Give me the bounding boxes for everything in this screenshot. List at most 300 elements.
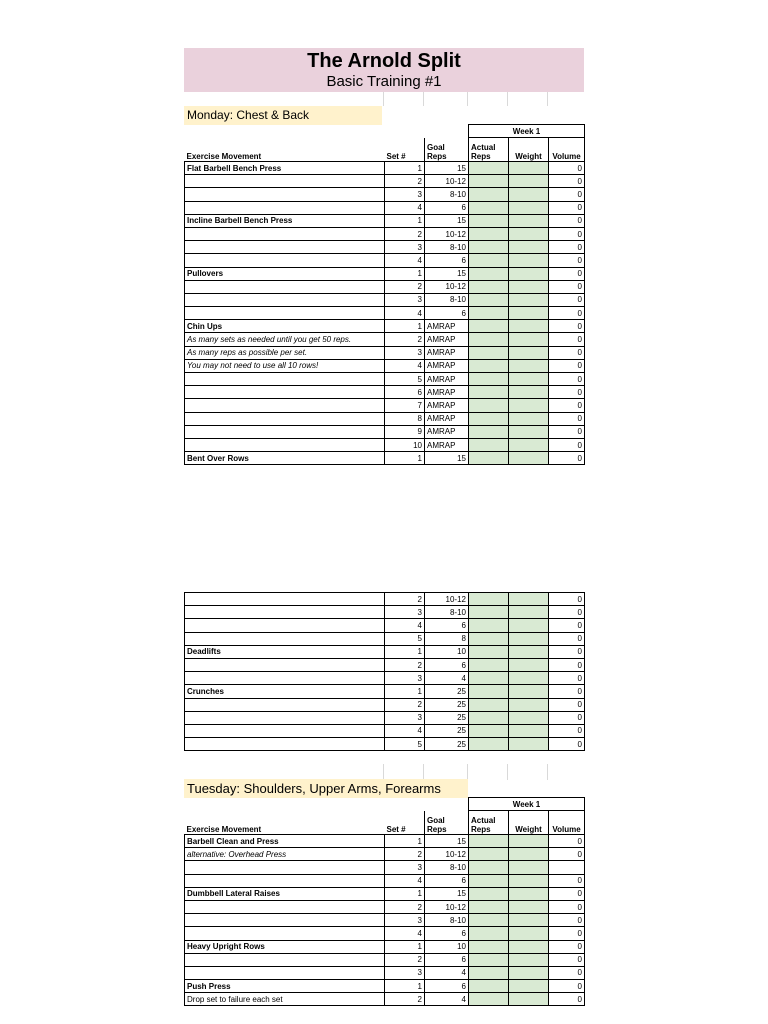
volume-cell: 0 — [549, 346, 585, 359]
section-title-monday: Monday: Chest & Back — [184, 106, 382, 125]
actual-reps-input[interactable] — [469, 724, 509, 737]
exercise-cell: Heavy Upright Rows — [185, 940, 385, 953]
table-row — [185, 711, 585, 724]
table-row — [185, 333, 585, 346]
weight-input[interactable] — [509, 412, 549, 425]
actual-reps-input[interactable] — [469, 280, 509, 293]
table-row — [185, 966, 585, 979]
volume-cell: 0 — [549, 293, 585, 306]
exercise-cell — [185, 900, 385, 913]
volume-cell: 0 — [549, 188, 585, 201]
table-row — [185, 399, 585, 412]
sheet-header — [184, 48, 584, 92]
monday-table — [184, 124, 585, 465]
empty-gridlines — [184, 92, 584, 106]
set-number-cell: 3 — [385, 966, 425, 979]
table-row — [185, 425, 585, 438]
col-header-set: Set # — [385, 811, 425, 835]
col-header-goal-reps: Goal Reps — [425, 138, 469, 162]
weight-input[interactable] — [509, 593, 549, 606]
goal-reps-cell: 8-10 — [425, 861, 469, 874]
weight-input[interactable] — [509, 346, 549, 359]
table-row — [185, 645, 585, 658]
goal-reps-cell: 25 — [425, 724, 469, 737]
weight-input[interactable] — [509, 711, 549, 724]
set-number-cell: 8 — [385, 412, 425, 425]
weight-input[interactable] — [509, 214, 549, 227]
weight-input[interactable] — [509, 280, 549, 293]
exercise-cell — [185, 201, 385, 214]
actual-reps-input[interactable] — [469, 227, 509, 240]
exercise-cell — [185, 293, 385, 306]
exercise-cell — [185, 593, 385, 606]
exercise-cell — [185, 438, 385, 451]
exercise-cell: Crunches — [185, 685, 385, 698]
weight-input[interactable] — [509, 162, 549, 175]
volume-cell: 0 — [549, 738, 585, 751]
exercise-cell — [185, 658, 385, 671]
set-number-cell: 3 — [385, 672, 425, 685]
set-number-cell: 9 — [385, 425, 425, 438]
table-row — [185, 835, 585, 848]
actual-reps-input[interactable] — [469, 346, 509, 359]
weight-input[interactable] — [509, 399, 549, 412]
exercise-cell — [185, 632, 385, 645]
table-row — [185, 606, 585, 619]
volume-cell: 0 — [549, 993, 585, 1006]
actual-reps-input[interactable] — [469, 698, 509, 711]
col-header-exercise: Exercise Movement — [185, 138, 385, 162]
week-label: Week 1 — [469, 798, 585, 811]
set-number-cell: 1 — [385, 887, 425, 900]
table-row — [185, 658, 585, 671]
table-row — [185, 280, 585, 293]
col-header-weight: Weight — [509, 811, 549, 835]
table-row — [185, 373, 585, 386]
volume-cell: 0 — [549, 632, 585, 645]
weight-input[interactable] — [509, 359, 549, 372]
exercise-cell — [185, 188, 385, 201]
goal-reps-cell: 25 — [425, 685, 469, 698]
table-row — [185, 241, 585, 254]
goal-reps-cell: 8-10 — [425, 188, 469, 201]
goal-reps-cell: 25 — [425, 711, 469, 724]
monday-grid-continued — [184, 592, 585, 751]
actual-reps-input[interactable] — [469, 359, 509, 372]
page-title: The Arnold Split — [307, 50, 461, 72]
exercise-cell: Pullovers — [185, 267, 385, 280]
table-row — [185, 887, 585, 900]
table-row — [185, 175, 585, 188]
goal-reps-cell: 15 — [425, 162, 469, 175]
actual-reps-input[interactable] — [469, 927, 509, 940]
exercise-cell: Dumbbell Lateral Raises — [185, 887, 385, 900]
table-row — [185, 227, 585, 240]
volume-cell: 0 — [549, 438, 585, 451]
table-row — [185, 685, 585, 698]
weight-input[interactable] — [509, 672, 549, 685]
weight-input[interactable] — [509, 658, 549, 671]
volume-cell: 0 — [549, 241, 585, 254]
volume-cell: 0 — [549, 698, 585, 711]
goal-reps-cell: AMRAP — [425, 359, 469, 372]
exercise-cell: Barbell Clean and Press — [185, 835, 385, 848]
weight-input[interactable] — [509, 953, 549, 966]
col-header-volume: Volume — [549, 811, 585, 835]
weight-input[interactable] — [509, 685, 549, 698]
goal-reps-cell: AMRAP — [425, 333, 469, 346]
volume-cell: 0 — [549, 685, 585, 698]
col-header-set: Set # — [385, 138, 425, 162]
volume-cell: 0 — [549, 980, 585, 993]
exercise-cell: As many sets as needed until you get 50 reps. — [185, 333, 385, 346]
goal-reps-cell: 10 — [425, 940, 469, 953]
table-row — [185, 412, 585, 425]
actual-reps-input[interactable] — [469, 425, 509, 438]
goal-reps-cell: 6 — [425, 953, 469, 966]
weight-input[interactable] — [509, 373, 549, 386]
actual-reps-input[interactable] — [469, 619, 509, 632]
weight-input[interactable] — [509, 386, 549, 399]
set-number-cell: 2 — [385, 175, 425, 188]
exercise-cell: Push Press — [185, 980, 385, 993]
set-number-cell: 2 — [385, 658, 425, 671]
actual-reps-input[interactable] — [469, 320, 509, 333]
actual-reps-input[interactable] — [469, 874, 509, 887]
actual-reps-input[interactable] — [469, 980, 509, 993]
actual-reps-input[interactable] — [469, 188, 509, 201]
goal-reps-cell: 15 — [425, 835, 469, 848]
set-number-cell: 1 — [385, 835, 425, 848]
goal-reps-cell: AMRAP — [425, 438, 469, 451]
volume-cell: 0 — [549, 835, 585, 848]
actual-reps-input[interactable] — [469, 293, 509, 306]
volume-cell: 0 — [549, 399, 585, 412]
table-row — [185, 452, 585, 465]
volume-cell: 0 — [549, 606, 585, 619]
actual-reps-input[interactable] — [469, 632, 509, 645]
volume-cell: 0 — [549, 201, 585, 214]
volume-cell: 0 — [549, 645, 585, 658]
exercise-cell — [185, 175, 385, 188]
table-row — [185, 438, 585, 451]
tuesday-grid — [184, 797, 585, 1006]
table-row — [185, 307, 585, 320]
set-number-cell: 5 — [385, 373, 425, 386]
volume-cell: 0 — [549, 320, 585, 333]
volume-cell: 0 — [549, 373, 585, 386]
set-number-cell: 1 — [385, 320, 425, 333]
table-row — [185, 201, 585, 214]
volume-cell: 0 — [549, 307, 585, 320]
table-row — [185, 293, 585, 306]
actual-reps-input[interactable] — [469, 685, 509, 698]
volume-cell: 0 — [549, 724, 585, 737]
set-number-cell: 4 — [385, 359, 425, 372]
set-number-cell: 2 — [385, 280, 425, 293]
exercise-cell — [185, 874, 385, 887]
goal-reps-cell: 15 — [425, 267, 469, 280]
weight-input[interactable] — [509, 980, 549, 993]
set-number-cell: 1 — [385, 980, 425, 993]
volume-cell: 0 — [549, 711, 585, 724]
set-number-cell: 1 — [385, 940, 425, 953]
goal-reps-cell: AMRAP — [425, 373, 469, 386]
weight-input[interactable] — [509, 887, 549, 900]
set-number-cell: 5 — [385, 632, 425, 645]
set-number-cell: 4 — [385, 724, 425, 737]
exercise-cell — [185, 227, 385, 240]
table-row — [185, 848, 585, 861]
actual-reps-input[interactable] — [469, 412, 509, 425]
weight-input[interactable] — [509, 724, 549, 737]
weight-input[interactable] — [509, 320, 549, 333]
set-number-cell: 4 — [385, 201, 425, 214]
weight-input[interactable] — [509, 307, 549, 320]
exercise-cell — [185, 254, 385, 267]
table-row — [185, 738, 585, 751]
set-number-cell: 7 — [385, 399, 425, 412]
actual-reps-input[interactable] — [469, 658, 509, 671]
set-number-cell: 4 — [385, 307, 425, 320]
volume-cell: 0 — [549, 280, 585, 293]
table-row — [185, 993, 585, 1006]
set-number-cell: 3 — [385, 711, 425, 724]
weight-input[interactable] — [509, 874, 549, 887]
weight-input[interactable] — [509, 293, 549, 306]
table-row — [185, 346, 585, 359]
actual-reps-input[interactable] — [469, 645, 509, 658]
page-subtitle: Basic Training #1 — [326, 73, 442, 90]
actual-reps-input[interactable] — [469, 214, 509, 227]
exercise-cell — [185, 373, 385, 386]
weight-input[interactable] — [509, 201, 549, 214]
weight-input[interactable] — [509, 632, 549, 645]
volume-cell: 0 — [549, 593, 585, 606]
actual-reps-input[interactable] — [469, 307, 509, 320]
set-number-cell: 1 — [385, 214, 425, 227]
set-number-cell: 4 — [385, 619, 425, 632]
exercise-cell — [185, 711, 385, 724]
actual-reps-input[interactable] — [469, 848, 509, 861]
set-number-cell: 1 — [385, 452, 425, 465]
actual-reps-input[interactable] — [469, 953, 509, 966]
exercise-cell — [185, 861, 385, 874]
set-number-cell: 3 — [385, 346, 425, 359]
actual-reps-input[interactable] — [469, 966, 509, 979]
goal-reps-cell: 6 — [425, 254, 469, 267]
actual-reps-input[interactable] — [469, 914, 509, 927]
weight-input[interactable] — [509, 175, 549, 188]
table-row — [185, 320, 585, 333]
weight-input[interactable] — [509, 835, 549, 848]
exercise-cell: Incline Barbell Bench Press — [185, 214, 385, 227]
weight-input[interactable] — [509, 966, 549, 979]
volume-cell: 0 — [549, 900, 585, 913]
actual-reps-input[interactable] — [469, 606, 509, 619]
actual-reps-input[interactable] — [469, 201, 509, 214]
exercise-cell — [185, 280, 385, 293]
actual-reps-input[interactable] — [469, 711, 509, 724]
exercise-cell — [185, 307, 385, 320]
weight-input[interactable] — [509, 645, 549, 658]
table-row — [185, 386, 585, 399]
weight-input[interactable] — [509, 452, 549, 465]
goal-reps-cell: AMRAP — [425, 425, 469, 438]
table-row — [185, 214, 585, 227]
table-row — [185, 927, 585, 940]
goal-reps-cell: 6 — [425, 619, 469, 632]
volume-cell: 0 — [549, 214, 585, 227]
weight-input[interactable] — [509, 438, 549, 451]
volume-cell — [549, 861, 585, 874]
actual-reps-input[interactable] — [469, 900, 509, 913]
exercise-cell — [185, 386, 385, 399]
exercise-cell — [185, 927, 385, 940]
weight-input[interactable] — [509, 914, 549, 927]
actual-reps-input[interactable] — [469, 175, 509, 188]
weight-input[interactable] — [509, 698, 549, 711]
set-number-cell: 3 — [385, 188, 425, 201]
set-number-cell: 1 — [385, 645, 425, 658]
volume-cell: 0 — [549, 452, 585, 465]
weight-input[interactable] — [509, 425, 549, 438]
weight-input[interactable] — [509, 927, 549, 940]
actual-reps-input[interactable] — [469, 887, 509, 900]
week-label: Week 1 — [469, 125, 585, 138]
set-number-cell: 2 — [385, 593, 425, 606]
actual-reps-input[interactable] — [469, 438, 509, 451]
volume-cell: 0 — [549, 619, 585, 632]
exercise-cell — [185, 606, 385, 619]
exercise-cell — [185, 698, 385, 711]
weight-input[interactable] — [509, 606, 549, 619]
weight-input[interactable] — [509, 333, 549, 346]
goal-reps-cell: 4 — [425, 993, 469, 1006]
exercise-cell — [185, 724, 385, 737]
volume-cell: 0 — [549, 359, 585, 372]
col-header-volume: Volume — [549, 138, 585, 162]
exercise-cell — [185, 241, 385, 254]
volume-cell: 0 — [549, 162, 585, 175]
table-row — [185, 619, 585, 632]
goal-reps-cell: 10-12 — [425, 175, 469, 188]
table-row — [185, 254, 585, 267]
table-row — [185, 698, 585, 711]
weight-input[interactable] — [509, 227, 549, 240]
goal-reps-cell: 8-10 — [425, 914, 469, 927]
actual-reps-input[interactable] — [469, 940, 509, 953]
goal-reps-cell: AMRAP — [425, 320, 469, 333]
actual-reps-input[interactable] — [469, 267, 509, 280]
weight-input[interactable] — [509, 940, 549, 953]
weight-input[interactable] — [509, 738, 549, 751]
table-row — [185, 359, 585, 372]
set-number-cell: 2 — [385, 227, 425, 240]
goal-reps-cell: 25 — [425, 698, 469, 711]
actual-reps-input[interactable] — [469, 672, 509, 685]
col-header-actual-reps: Actual Reps — [469, 811, 509, 835]
goal-reps-cell: 6 — [425, 980, 469, 993]
table-row — [185, 724, 585, 737]
set-number-cell: 3 — [385, 606, 425, 619]
col-header-actual-reps: Actual Reps — [469, 138, 509, 162]
goal-reps-cell: 10-12 — [425, 848, 469, 861]
volume-cell: 0 — [549, 175, 585, 188]
goal-reps-cell: 25 — [425, 738, 469, 751]
exercise-cell: Deadlifts — [185, 645, 385, 658]
volume-cell: 0 — [549, 254, 585, 267]
table-row — [185, 593, 585, 606]
goal-reps-cell: 10-12 — [425, 280, 469, 293]
actual-reps-input[interactable] — [469, 386, 509, 399]
set-number-cell: 2 — [385, 333, 425, 346]
goal-reps-cell: 6 — [425, 307, 469, 320]
actual-reps-input[interactable] — [469, 241, 509, 254]
goal-reps-cell: 8-10 — [425, 606, 469, 619]
exercise-cell: You may not need to use all 10 rows! — [185, 359, 385, 372]
exercise-cell — [185, 953, 385, 966]
actual-reps-input[interactable] — [469, 452, 509, 465]
volume-cell: 0 — [549, 927, 585, 940]
weight-input[interactable] — [509, 254, 549, 267]
exercise-cell: Drop set to failure each set — [185, 993, 385, 1006]
weight-input[interactable] — [509, 848, 549, 861]
table-row — [185, 632, 585, 645]
volume-cell: 0 — [549, 412, 585, 425]
actual-reps-input[interactable] — [469, 738, 509, 751]
table-row — [185, 980, 585, 993]
weight-input[interactable] — [509, 619, 549, 632]
volume-cell: 0 — [549, 425, 585, 438]
set-number-cell: 3 — [385, 241, 425, 254]
actual-reps-input[interactable] — [469, 373, 509, 386]
table-row — [185, 861, 585, 874]
actual-reps-input[interactable] — [469, 835, 509, 848]
actual-reps-input[interactable] — [469, 861, 509, 874]
set-number-cell: 5 — [385, 738, 425, 751]
goal-reps-cell: 6 — [425, 658, 469, 671]
actual-reps-input[interactable] — [469, 399, 509, 412]
table-row — [185, 188, 585, 201]
goal-reps-cell: 4 — [425, 966, 469, 979]
weight-input[interactable] — [509, 861, 549, 874]
weight-input[interactable] — [509, 900, 549, 913]
weight-input[interactable] — [509, 993, 549, 1006]
actual-reps-input[interactable] — [469, 333, 509, 346]
set-number-cell: 1 — [385, 267, 425, 280]
table-row — [185, 940, 585, 953]
monday-grid — [184, 124, 585, 465]
empty-gridlines — [184, 764, 584, 780]
actual-reps-input[interactable] — [469, 254, 509, 267]
exercise-cell — [185, 966, 385, 979]
set-number-cell: 2 — [385, 848, 425, 861]
exercise-cell — [185, 399, 385, 412]
volume-cell: 0 — [549, 848, 585, 861]
set-number-cell: 4 — [385, 927, 425, 940]
weight-input[interactable] — [509, 267, 549, 280]
actual-reps-input[interactable] — [469, 162, 509, 175]
goal-reps-cell: 10-12 — [425, 227, 469, 240]
set-number-cell: 1 — [385, 162, 425, 175]
actual-reps-input[interactable] — [469, 593, 509, 606]
actual-reps-input[interactable] — [469, 993, 509, 1006]
weight-input[interactable] — [509, 188, 549, 201]
section-title-tuesday: Tuesday: Shoulders, Upper Arms, Forearms — [184, 779, 468, 798]
set-number-cell: 3 — [385, 914, 425, 927]
weight-input[interactable] — [509, 241, 549, 254]
